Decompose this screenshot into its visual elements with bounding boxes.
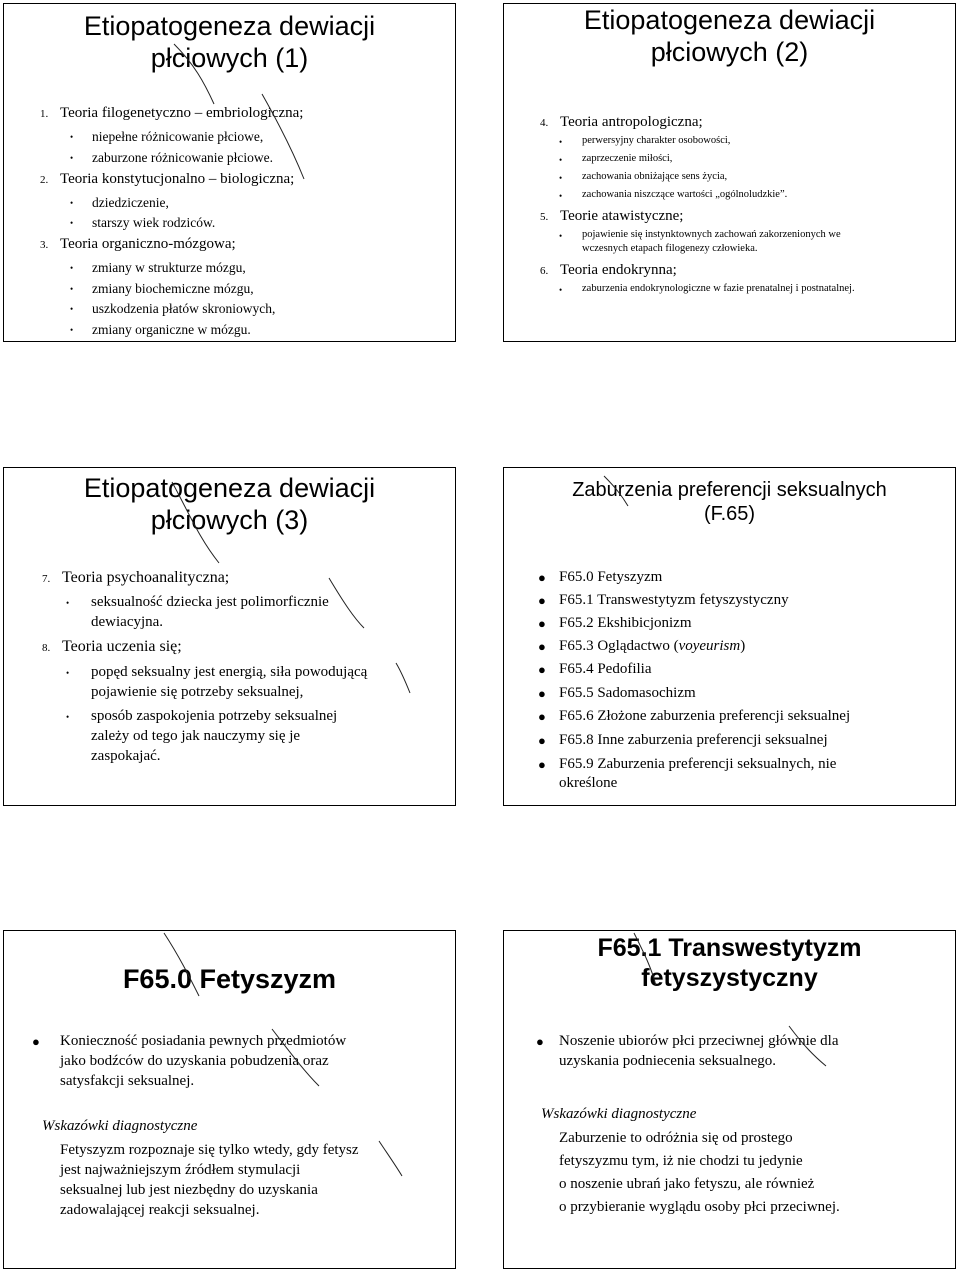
item-7 bbox=[42, 569, 229, 587]
item-number: 3. bbox=[40, 239, 49, 251]
slide-4 bbox=[503, 467, 956, 806]
item-text: Teorie atawistyczne; bbox=[560, 208, 684, 224]
slide-1-title bbox=[4, 10, 455, 75]
sub-item: zaburzenia endokrynologiczne w fazie prenatalnej i postnatalnej. bbox=[582, 283, 855, 294]
bullet-icon: • bbox=[559, 191, 563, 201]
paragraph-line: zadowalającej reakcji seksualnej. bbox=[60, 1202, 260, 1218]
bullet-icon: • bbox=[66, 598, 70, 608]
sub-item: zależy od tego jak nauczymy się je bbox=[91, 728, 301, 744]
sub-item: zaprzeczenie miłości, bbox=[582, 153, 673, 164]
bullet-icon: • bbox=[70, 325, 74, 335]
slide-1-title-line1: Etiopatogeneza dewiacji bbox=[83, 11, 376, 41]
slide-2-title-line2: płciowych (2) bbox=[650, 37, 809, 68]
sub-item: wczesnych etapach filogenezy człowieka. bbox=[582, 243, 758, 254]
bullet-icon: • bbox=[70, 153, 74, 163]
bullet-icon: • bbox=[559, 155, 563, 165]
paragraph-line: Konieczność posiadania pewnych przedmiotów bbox=[60, 1033, 347, 1049]
item-text: Teoria antropologiczna; bbox=[560, 114, 703, 130]
paragraph-line: jako bodźców do uzyskania pobudzenia oraz bbox=[60, 1053, 329, 1069]
item-number: 4. bbox=[540, 117, 549, 129]
item-8 bbox=[42, 638, 182, 656]
slide-3-title bbox=[4, 472, 455, 537]
item-number: 5. bbox=[540, 211, 549, 223]
sub-item: sposób zaspokojenia potrzeby seksualnej bbox=[91, 708, 338, 724]
list-item bbox=[559, 638, 745, 655]
item-2 bbox=[40, 171, 294, 188]
paragraph-line: uzyskania podniecenia seksualnego. bbox=[559, 1053, 777, 1069]
item-text: Teoria psychoanalityczna; bbox=[62, 569, 230, 586]
item-text: Teoria endokrynna; bbox=[560, 262, 677, 278]
sub-item: zmiany biochemiczne mózgu, bbox=[92, 281, 254, 296]
bullet-icon: • bbox=[70, 132, 74, 142]
slide-6-title-line1: F65.1 Transwestytyzm bbox=[597, 934, 862, 962]
bullet-icon: • bbox=[70, 284, 74, 294]
item-number: 6. bbox=[540, 265, 549, 277]
paragraph-line: o przybieranie wyglądu osoby płci przeciwnej. bbox=[559, 1199, 840, 1215]
bullet-icon: • bbox=[559, 173, 563, 183]
sub-item: uszkodzenia płatów skroniowych, bbox=[92, 301, 276, 316]
slide-4-title-line2: (F.65) bbox=[703, 503, 756, 525]
slide-1 bbox=[3, 3, 456, 342]
sub-item: pojawienie się instynktownych zachowań zakorzenionych we bbox=[582, 229, 841, 240]
sub-item: zachowania niszczące wartości „ogólnoludzkie”. bbox=[582, 189, 788, 200]
sub-item: starszy wiek rodziców. bbox=[92, 215, 216, 230]
sub-item: popęd seksualny jest energią, siła powodującą bbox=[91, 664, 368, 680]
slide-3-title-line1: Etiopatogeneza dewiacji bbox=[83, 473, 376, 503]
item-5 bbox=[540, 208, 683, 225]
item-1 bbox=[40, 105, 303, 122]
bullet-dot-icon: ● bbox=[538, 662, 546, 677]
item-text: Teoria uczenia się; bbox=[62, 638, 182, 655]
bullet-dot-icon: ● bbox=[538, 570, 546, 585]
item-4 bbox=[540, 114, 703, 131]
list-item: F65.8 Inne zaburzenia preferencji seksualnej bbox=[559, 732, 828, 748]
list-item-continued: określone bbox=[559, 775, 618, 791]
sub-item: niepełne różnicowanie płciowe, bbox=[92, 129, 264, 144]
bullet-dot-icon: ● bbox=[538, 757, 546, 772]
slide-3 bbox=[3, 467, 456, 806]
sub-item: perwersyjny charakter osobowości, bbox=[582, 135, 731, 146]
bullet-dot-icon: ● bbox=[538, 616, 546, 631]
sub-item: dewiacyjna. bbox=[91, 614, 164, 630]
bullet-icon: • bbox=[70, 198, 74, 208]
paragraph-line: Zaburzenie to odróżnia się od prostego bbox=[559, 1130, 793, 1146]
slide-1-title-line2: płciowych (1) bbox=[150, 43, 309, 74]
paragraph-line: seksualnej lub jest niezbędny do uzyskania bbox=[60, 1182, 318, 1198]
sub-item: dziedziczenie, bbox=[92, 195, 169, 210]
slide-6-title bbox=[504, 933, 955, 993]
list-item: F65.6 Złożone zaburzenia preferencji seksualnej bbox=[559, 708, 851, 724]
slide-4-title bbox=[504, 478, 955, 526]
list-item: F65.5 Sadomasochizm bbox=[559, 685, 696, 701]
bullet-dot-icon: ● bbox=[538, 686, 546, 701]
sub-item: zachowania obniżające sens życia, bbox=[582, 171, 728, 182]
list-item-text: F65.3 Oglądactwo ( bbox=[559, 638, 679, 654]
slide-2 bbox=[503, 3, 956, 342]
slide-6-title-line2: fetyszystyczny bbox=[641, 964, 818, 992]
bullet-dot-icon: ● bbox=[538, 639, 546, 654]
bullet-dot-icon: ● bbox=[538, 733, 546, 748]
slide-4-title-line1: Zaburzenia preferencji seksualnych bbox=[572, 479, 887, 501]
item-text: Teoria organiczno-mózgowa; bbox=[60, 236, 236, 252]
slide-3-title-line2: płciowych (3) bbox=[150, 505, 309, 536]
slide-2-title bbox=[504, 4, 955, 69]
item-number: 7. bbox=[42, 573, 51, 585]
paragraph-line: jest najważniejszym źródłem stymulacji bbox=[60, 1162, 301, 1178]
paragraph-line: Noszenie ubiorów płci przeciwnej głównie dla bbox=[559, 1033, 839, 1049]
item-text: Teoria konstytucjonalno – biologiczna; bbox=[60, 171, 295, 187]
bullet-icon: • bbox=[70, 218, 74, 228]
sub-item: seksualność dziecka jest polimorficznie bbox=[91, 594, 329, 610]
list-item: F65.4 Pedofilia bbox=[559, 661, 652, 677]
paragraph-line: Fetyszyzm rozpoznaje się tylko wtedy, gdy fetysz bbox=[60, 1142, 359, 1158]
item-6 bbox=[540, 262, 677, 279]
sub-item: zaburzone różnicowanie płciowe. bbox=[92, 150, 274, 165]
bullet-icon: • bbox=[66, 712, 70, 722]
bullet-icon: • bbox=[559, 231, 563, 241]
list-item: F65.2 Ekshibicjonizm bbox=[559, 615, 692, 631]
sub-item: pojawienie się potrzeby seksualnej, bbox=[91, 684, 304, 700]
paragraph-line: fetyszyzmu tym, iż nie chodzi tu jedynie bbox=[559, 1153, 803, 1169]
list-item-italic: voyeurism bbox=[678, 638, 741, 654]
bullet-dot-icon: ● bbox=[536, 1034, 544, 1049]
list-item-paren: ) bbox=[740, 638, 746, 654]
list-item: F65.9 Zaburzenia preferencji seksualnych, nie bbox=[559, 756, 837, 772]
slide-5-title: F65.0 Fetyszyzm bbox=[122, 964, 337, 994]
bullet-dot-icon: ● bbox=[32, 1034, 40, 1049]
bullet-dot-icon: ● bbox=[538, 593, 546, 608]
slide-2-title-line1: Etiopatogeneza dewiacji bbox=[583, 5, 876, 35]
bullet-icon: • bbox=[70, 304, 74, 314]
bullet-icon: • bbox=[559, 137, 563, 147]
bullet-icon: • bbox=[66, 668, 70, 678]
list-item: F65.1 Transwestytyzm fetyszystyczny bbox=[559, 592, 789, 608]
sub-item: zmiany organiczne w mózgu. bbox=[92, 322, 251, 337]
sub-item: zmiany w strukturze mózgu, bbox=[92, 260, 246, 275]
item-text: Teoria filogenetyczno – embriologiczna; bbox=[60, 105, 304, 121]
bullet-icon: • bbox=[559, 285, 563, 295]
section-heading: Wskazówki diagnostyczne bbox=[541, 1106, 697, 1122]
item-number: 8. bbox=[42, 642, 51, 654]
section-heading: Wskazówki diagnostyczne bbox=[42, 1118, 198, 1134]
paragraph-line: satysfakcji seksualnej. bbox=[60, 1073, 195, 1089]
item-number: 1. bbox=[40, 108, 49, 120]
bullet-dot-icon: ● bbox=[538, 709, 546, 724]
paragraph-line: o noszenie ubrań jako fetyszu, ale również bbox=[559, 1176, 815, 1192]
list-item: F65.0 Fetyszyzm bbox=[559, 569, 663, 585]
sub-item: zaspokajać. bbox=[91, 748, 161, 764]
slide-6 bbox=[503, 930, 956, 1269]
item-number: 2. bbox=[40, 174, 49, 186]
slide-5 bbox=[3, 930, 456, 1269]
item-3 bbox=[40, 236, 236, 253]
bullet-icon: • bbox=[70, 263, 74, 273]
